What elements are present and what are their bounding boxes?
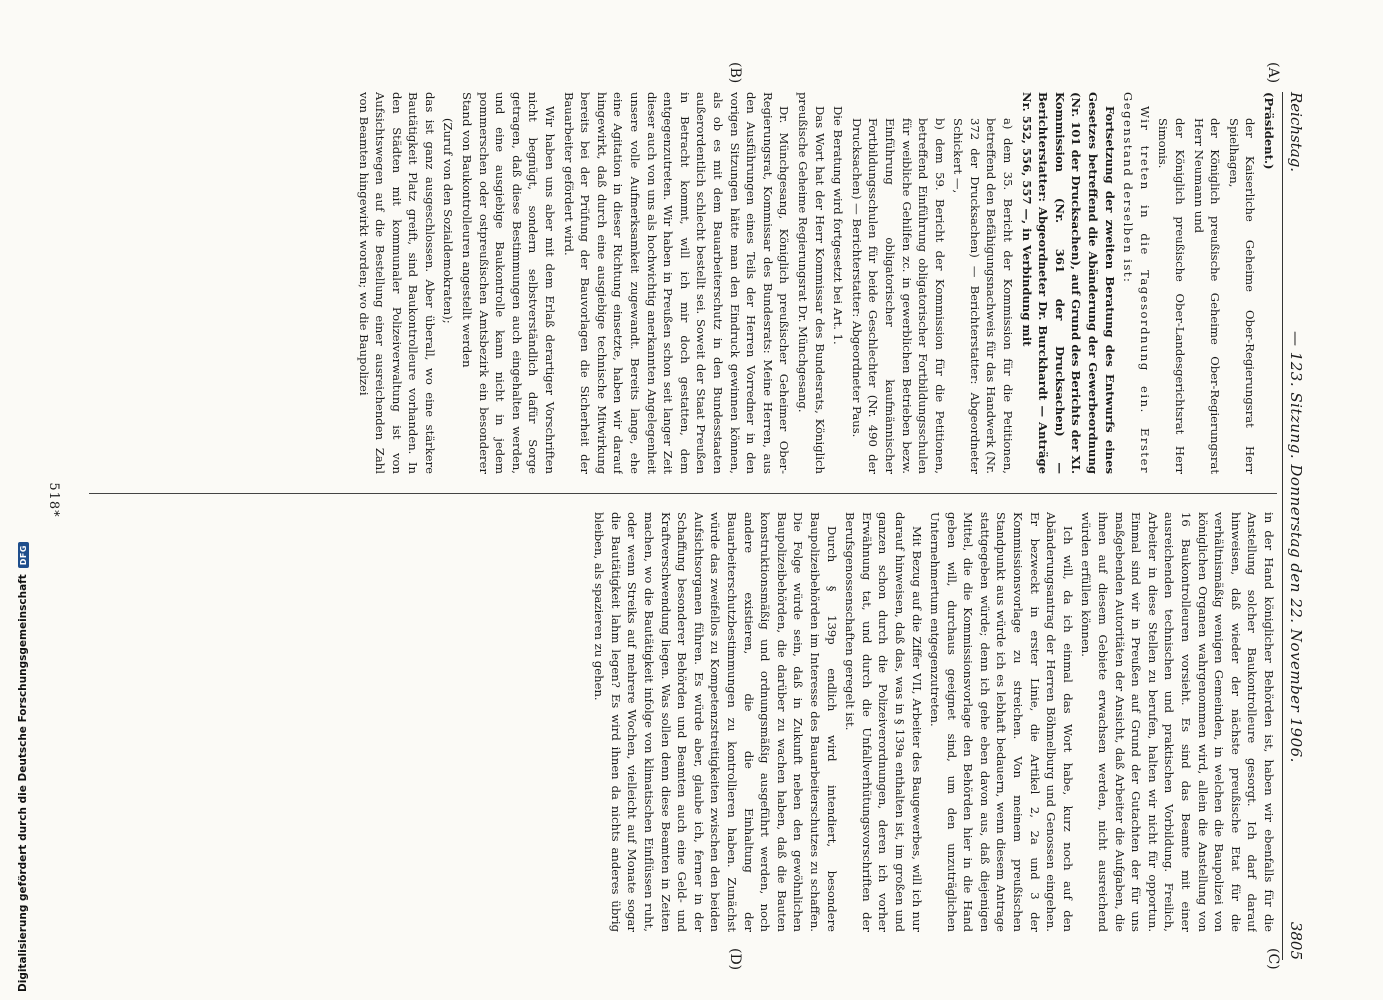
paragraph: der Königlich preußische Geheime Ober-Regierungsrat Herr Neumann und <box>1191 118 1223 474</box>
running-head <box>1287 92 1313 960</box>
speech-paragraph: das ist ganz ausgeschlossen. Aber überall, wo eine stärkere Bautätigkeit Platz greift, sind Baukontrolleure vorhanden. In den Städten mit kommunaler Polizeiverwaltung ist von Aufsichtswegen auf die Bestellung einer ausreichenden Zahl von Beamten hingewirkt worden; wo die Baupolizei <box>356 92 437 474</box>
paragraph: Wir treten in die Tagesordnung ein. Erster Gegenstand derselben ist: <box>1121 92 1152 474</box>
paragraph: der Kaiserliche Geheime Ober-Regierungsrat Herr Spielhagen, <box>1226 118 1258 474</box>
margin-marker-a: (A) <box>1265 62 1281 84</box>
speech-paragraph: Mit Bezug auf die Ziffer VII, Arbeiter des Baugewerbes, will ich nur darauf hinweisen, daß das, was in § 139a enthalten ist, im großen und ganzen schon durch die Polizeiverordnungen, deren ich vorher Erwähnung tat, und durch die Unfallverhütungsvorschriften der Berufsgenossenschaften geregelt ist. <box>843 512 924 932</box>
header-center: — 123. Sitzung. Donnerstag den 22. November 1906. <box>1287 330 1305 763</box>
digitization-credit <box>12 545 34 992</box>
margin-marker-c: (C) <box>1265 948 1281 970</box>
agenda-subitem-b: b) dem 59. Bericht der Kommission für die Petitionen, betreffend Einführung obligatorischer Fortbildungsschulen für weibliche Gehilfen zc. in gewerblichen Betrieben bezw. Einführung obligatorischer kaufmännischer Fortbildungsschulen für beide Geschlechter (Nr. 490 der Drucksachen) — Berichterstatter: Abgeordneter Paus. <box>849 118 947 474</box>
margin-marker-b: (B) <box>727 62 743 84</box>
right-column <box>89 512 1277 932</box>
speech-paragraph: in der Hand königlicher Behörden ist, haben wir ebenfalls für die Anstellung solcher Baukontrolleure gesorgt. Ich darf darauf hinweisen, daß wieder der nächste preußische Etat für die verhältnismäßig wenigen Gemeinden, in welchen die Baupolizei von königlichen Organen wahrgenommen wird, allein die Anstellung von 16 Baukontrolleuren vorsieht. Es sind das Beamte mit einer ausreichenden technischen und praktischen Vorbildung. Freilich, Arbeiter in diese Stellen zu berufen, halten wir nicht für opportun. Einmal sind wir in Preußen auf Grund der Gutachten der für uns maßgebenden Autoritäten der Ansicht, daß Arbeiter die Aufgaben, die ihnen auf diesem Gebiete erwachsen werden, nicht ausreichend würden erfüllen können. <box>1079 512 1276 932</box>
paragraph: Das Wort hat der Herr Kommissar des Bundesrats, Königlich preußische Geheime Regierungsrat Dr. Münchgesang. <box>795 92 827 474</box>
credit-text: Digitalisierung gefördert durch die Deutsche Forschungsgemeinschaft <box>17 574 29 992</box>
paragraph: der Königlich preußische Ober-Landesgerichtsrat Herr Simonis. <box>1156 118 1188 474</box>
header-page-number: 3805 <box>1287 921 1305 960</box>
speech-paragraph: Durch § 139p endlich wird intendiert, besondere Baupolizeibehörden im Interesse des Bauarbeiterschutzes zu schaffen. Die Folge würde sein, daß in Zukunft neben den gewöhnlichen Baupolizeibehörden, die darüber zu wachen haben, daß die Bauten konstruktionsmäßig und ordnungsmäßig ausgeführt werden, noch andere existieren, die die Einhaltung der Bauarbeiterschutzbestimmungen zu kontrollieren haben. Zunächst würde das zweifellos zu Kompetenzstreitigkeiten zwischen den beiden Aufsichtsorganen führen. Es würde aber, glaube ich, ferner in der Schaffung besonderer Behörden und Beamten auch eine Geld- und Kraftverschwendung liegen. Was sollen denn diese Beamten in Zeiten machen, wo die Bautätigkeit infolge von klimatischen Einflüssen ruht, oder wenn Streiks auf mehrere Wochen, vielleicht auf Monate sogar die Bautätigkeit lahm legen? Es wird ihnen da nichts anderes übrig bleiben, als spazieren zu gehen. <box>592 512 839 932</box>
speaker-label: (Präsident.) <box>1262 92 1276 170</box>
agenda-item: Fortsetzung der zweiten Beratung des Entwurfs eines Gesetzes betreffend die Abänderung der Gewerbeordnung (Nr. 101 der Drucksachen), auf Grund des Berichts der XI. Kommission (Nr. 361 der Drucksachen) — Berichterstatter: Abgeordneter Dr. Burckhardt — Anträge Nr. 552, 556, 557 —, in Verbindung mit <box>1019 92 1117 474</box>
speech-paragraph: Ich will, da ich einmal das Wort habe, kurz noch auf den Abänderungsantrag der Herren Böhmelburg und Genossen eingehen. Er bezweckt in erster Linie, die Artikel 2, 2a und 3 der Kommissionsvorlage zu streichen. Von meinem preußischen Standpunkt aus würde ich es lebhaft bedauern, wenn diesem Antrage stattgegeben würde; denn ich gehe eben davon aus, daß diejenigen Mittel, die die Kommissionsvorlage den Behörden hier in die Hand geben will, durchaus geeignet sind, um den unzuträglichen Unternehmertum entgegenzutreten. <box>928 512 1075 932</box>
paragraph: Die Beratung wird fortgesetzt bei Art. 1. <box>831 106 846 345</box>
speech-paragraph: Wir haben uns aber mit dem Erlaß derartiger Vorschriften nicht begnügt, sondern selbstverständlich dafür Sorge getragen, daß diese Bestimmungen auch eingehalten werden, und eine ausgiebige Baukontrolle kann nicht in jedem pommerschen oder ostpreußischen Amtsbezirk ein besonderer Stand von Baukontrolleuren angestellt werden <box>460 92 558 474</box>
left-column <box>89 92 1277 474</box>
dfg-logo: DFG <box>18 542 29 568</box>
column-rule <box>89 493 1277 494</box>
agenda-subitem-a: a) dem 35. Bericht der Kommission für die Petitionen, betreffend den Befähigungsnachweis für das Handwerk (Nr. 372 der Drucksachen) — Berichterstatter: Abgeordneter Schickert —, <box>951 118 1016 474</box>
margin-marker-d: (D) <box>727 948 743 971</box>
interjection: (Zuruf von den Sozialdemokraten); <box>441 118 456 324</box>
header-rule <box>1282 92 1283 960</box>
page-footer-number: 518* <box>46 482 61 518</box>
header-left: Reichstag. <box>1287 92 1305 173</box>
speech-paragraph: Dr. Münchgesang, Königlich preußischer Geheimer Ober-Regierungsrat, Kommissar des Bundesrats: Meine Herren, aus den Ausführungen eines Teils der Herren Vorredner in den vorigen Sitzungen hätte man den Eindruck gewinnen können, als ob es mit dem Bauarbeiterschutz in den Bundesstaaten außerordentlich schlecht bestellt sei. Soweit der Staat Preußen in Betracht kommt, will ich mir doch gestatten, dem entgegenzutreten. Wir haben in Preußen schon seit langer Zeit dieser auch von uns als hochwichtig anerkannten Angelegenheit unsere volle Aufmerksamkeit zugewandt. Bereits lange, ehe eine Agitation in dieser Richtung einsetzte, haben wir darauf hingewirkt, daß durch eine ausgiebige technische Mitwirkung bereits bei der Prüfung der Bauvorlagen die Sicherheit der Bauarbeiter gefördert wird. <box>561 92 792 474</box>
